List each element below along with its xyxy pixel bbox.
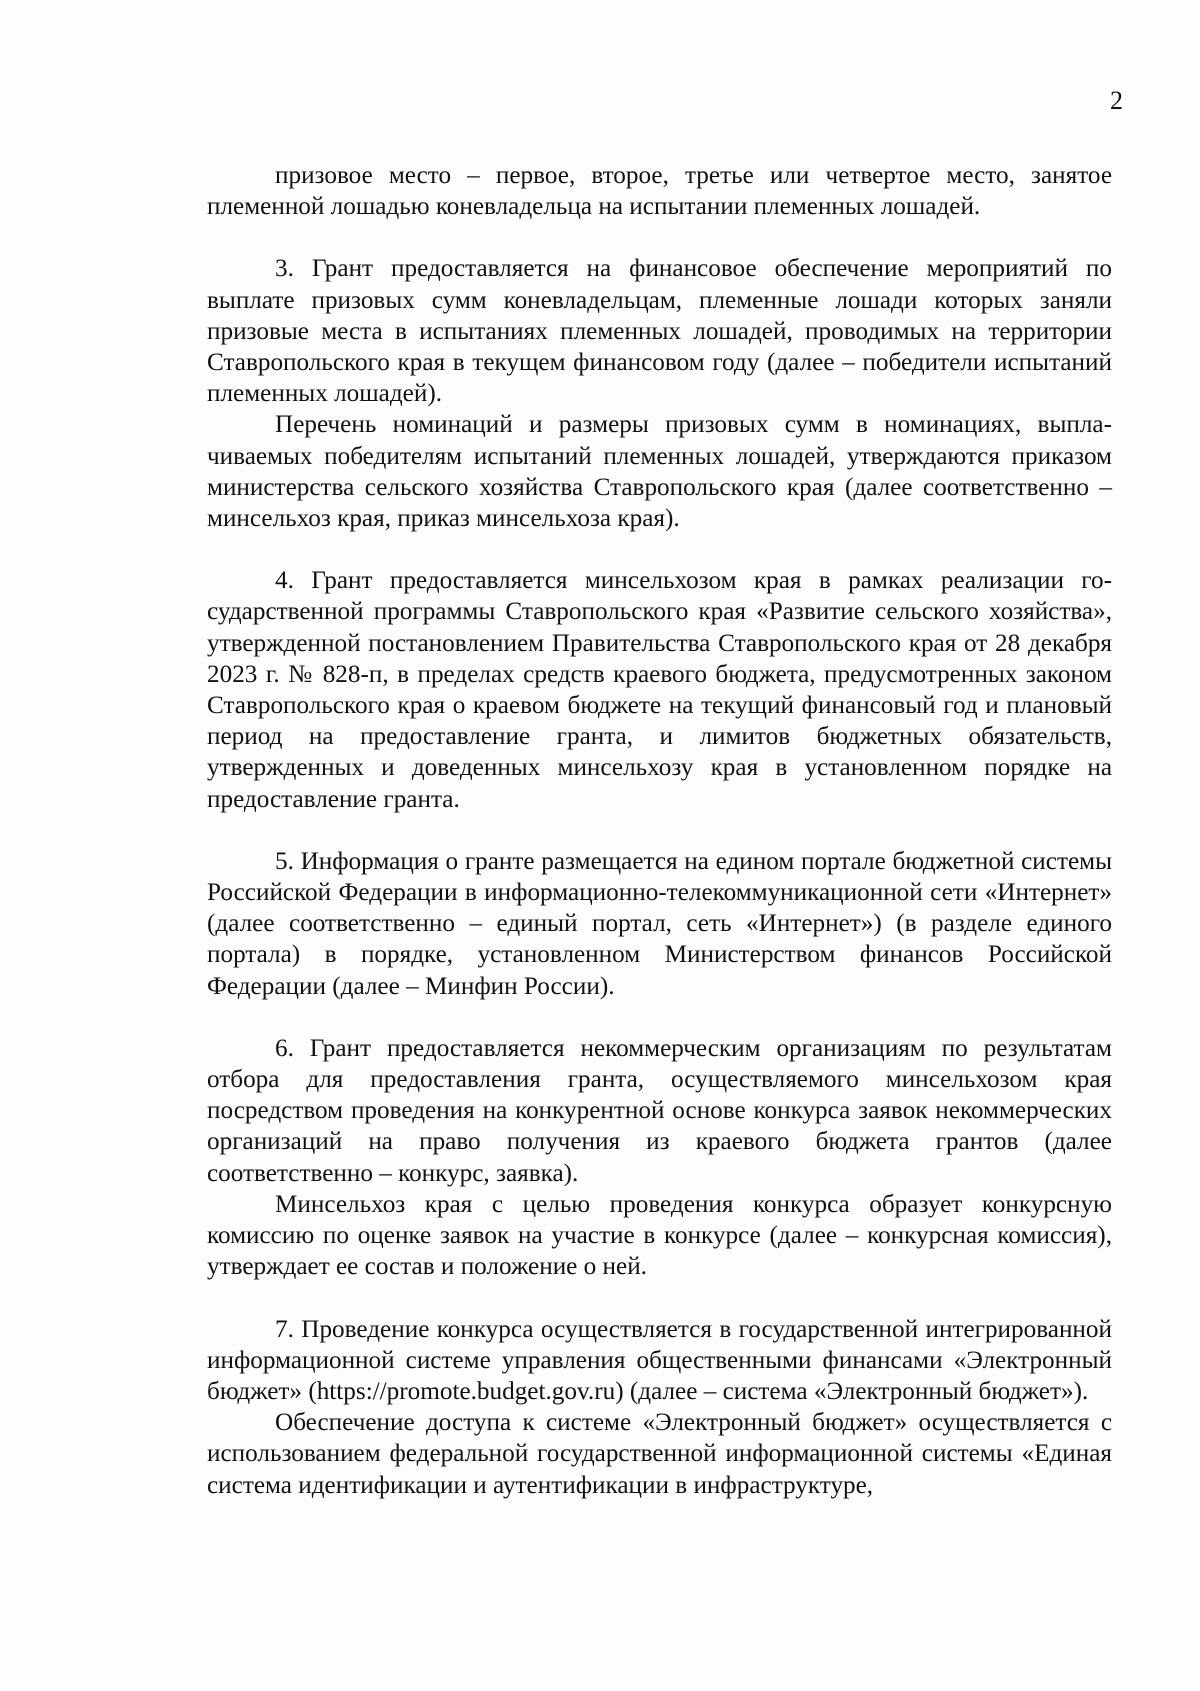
- page-number: 2: [1110, 86, 1123, 115]
- paragraph-item-6: 6. Грант предоставляется некоммерческим организациям по результатам отбора для предоставления гранта, осуществляемого минсельхозом края посредством проведения на конкурентной основе конкурса заявок некоммерческих организаций на право получения из краевого бюджета грантов (далее соответственно – конкурс, заявка).: [207, 1034, 1112, 1187]
- paragraph-prize-place-definition: призовое место – первое, второе, третье или четвертое место, занятое племенной лошадью коневладельца на испытании племенных лошадей.: [207, 162, 1112, 221]
- paragraph-item-5: 5. Информация о гранте размещается на едином портале бюджетной системы Российской Федерации в информационно-телекоммуникационной сети «Интернет» (далее соответственно – единый портал, сеть «Интернет») (в разделе единого портала) в порядке, установленном Министерством финансов Российской Федерации (далее – Минфин России).: [207, 847, 1112, 1000]
- paragraph-item-4: 4. Грант предоставляется минсельхозом края в рамках реализации государственной программы Ставропольского края «Развитие сельского хозяйства», утвержденной постановлением Правительства Ставропольского края от 28 декабря 2023 г. № 828-п, в пределах средств краевого бюджета, предусмотренных законом Ставропольского края о краевом бюджете на текущий финансовый год и плановый период на предоставление гранта, и лимитов бюджетных обязательств, утвержденных и доведенных минсельхозу края в установленном порядке на предоставление гранта.: [207, 567, 1112, 813]
- paragraph-item-3: 3. Грант предоставляется на финансовое обеспечение мероприятий по выплате призовых сумм коневладельцам, племенные лошади которых заняли призовые места в испытаниях племенных лошадей, проводимых на территории Ставропольского края в текущем финансовом году (далее – победители испытаний племенных лошадей).: [207, 255, 1112, 408]
- paragraph-access: Обеспечение доступа к системе «Электронный бюджет» осуществляется с использованием федеральной государственной информационной системы «Единая система идентификации и аутентификации в инфраструктуре,: [207, 1409, 1112, 1499]
- paragraph-nominations-list: Перечень номинаций и размеры призовых сумм в номинациях, выплачиваемых победителям испытаний племенных лошадей, утверждаются приказом министерства сельского хозяйства Ставропольского края (далее соответственно – минсельхоз края, приказ минсельхоза края).: [207, 411, 1112, 533]
- document-body: [207, 160, 1112, 1501]
- paragraph-item-7: 7. Проведение конкурса осуществляется в государственной интегрированной информационной системе управления общественными финансами «Электронный бюджет» (https://promote.budget.gov.ru) (далее – система «Электронный бюджет»).: [207, 1315, 1112, 1405]
- paragraph-commission: Минсельхоз края с целью проведения конкурса образует конкурсную комиссию по оценке заявок на участие в конкурсе (далее – конкурсная комиссия), утверждает ее состав и положение о ней.: [207, 1190, 1112, 1281]
